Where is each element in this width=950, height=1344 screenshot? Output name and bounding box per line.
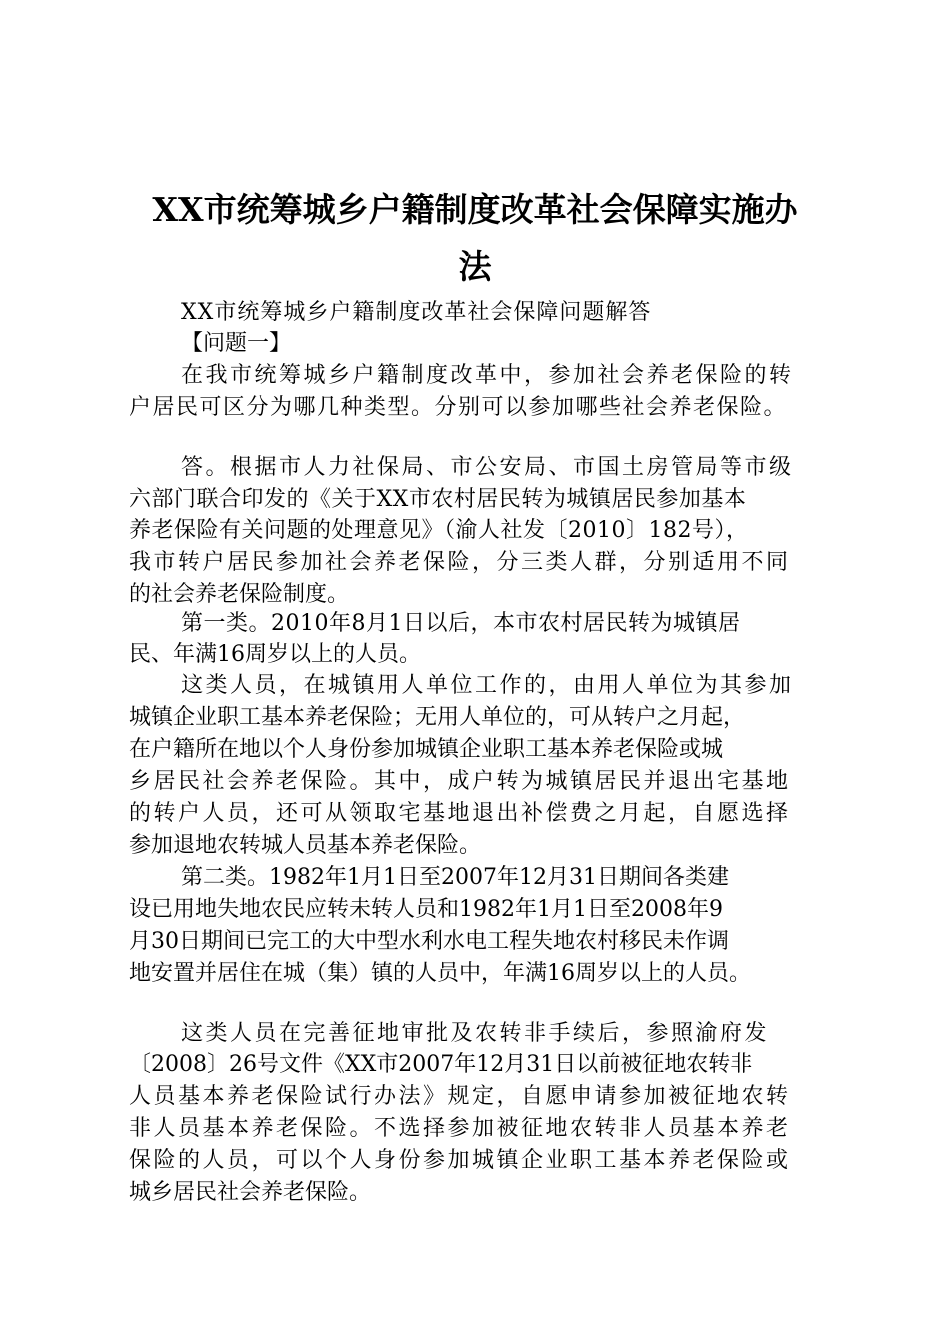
- text-line: 我市转户居民参加社会养老保险，分三类人群，分别适用不同: [129, 550, 791, 575]
- text-line: 第二类。1982年1月1日至2007年12月31日期间各类建: [181, 865, 729, 890]
- question-heading: 【问题一】: [181, 331, 292, 356]
- text-line: 民、年满16周岁以上的人员。: [129, 642, 421, 667]
- document-title-line-2: 法: [458, 247, 492, 286]
- text-line: 的转户人员，还可从领取宅基地退出补偿费之月起，自愿选择: [129, 801, 791, 826]
- text-line: 乡居民社会养老保险。其中，成户转为城镇居民并退出宅基地: [129, 769, 791, 794]
- text-line: 在户籍所在地以个人身份参加城镇企业职工基本养老保险或城: [129, 737, 724, 762]
- text-line: 第一类。2010年8月1日以后，本市农村居民转为城镇居: [181, 611, 741, 636]
- text-line: 这类人员，在城镇用人单位工作的，由用人单位为其参加: [181, 673, 794, 698]
- text-line: 人员基本养老保险试行办法》规定，自愿申请参加被征地农转: [129, 1084, 791, 1109]
- text-line: 六部门联合印发的《关于XX市农村居民转为城镇居民参加基本: [129, 487, 747, 512]
- subtitle-line: XX市统筹城乡户籍制度改革社会保障问题解答: [181, 300, 652, 325]
- text-line: 参加退地农转城人员基本养老保险。: [129, 833, 482, 858]
- document-title-line-1: XX市统筹城乡户籍制度改革社会保障实施办: [152, 190, 798, 229]
- text-line: 的社会养老保险制度。: [129, 582, 350, 607]
- text-line: 设已用地失地农民应转未转人员和1982年1月1日至2008年9: [129, 897, 723, 922]
- text-line: 城乡居民社会养老保险。: [129, 1180, 372, 1205]
- text-line: 月30日期间已完工的大中型水利水电工程失地农村移民未作调: [129, 929, 729, 954]
- text-line: 答。根据市人力社保局、市公安局、市国土房管局等市级: [181, 455, 794, 480]
- text-line: 在我市统筹城乡户籍制度改革中，参加社会养老保险的转: [181, 363, 794, 388]
- text-line: 保险的人员，可以个人身份参加城镇企业职工基本养老保险或: [129, 1148, 791, 1173]
- text-line: 户居民可区分为哪几种类型。分别可以参加哪些社会养老保险。: [129, 395, 788, 420]
- text-line: 非人员基本养老保险。不选择参加被征地农转非人员基本养老: [129, 1116, 791, 1141]
- text-line: 养老保险有关问题的处理意见》（渝人社发〔2010〕182号），: [129, 518, 749, 543]
- text-line: 这类人员在完善征地审批及农转非手续后，参照渝府发: [181, 1021, 770, 1046]
- text-line: 地安置并居住在城（集）镇的人员中，年满16周岁以上的人员。: [129, 961, 751, 986]
- text-line: 城镇企业职工基本养老保险；无用人单位的，可从转户之月起，: [129, 705, 746, 730]
- text-line: 〔2008〕26号文件《XX市2007年12月31日以前被征地农转非: [129, 1052, 753, 1077]
